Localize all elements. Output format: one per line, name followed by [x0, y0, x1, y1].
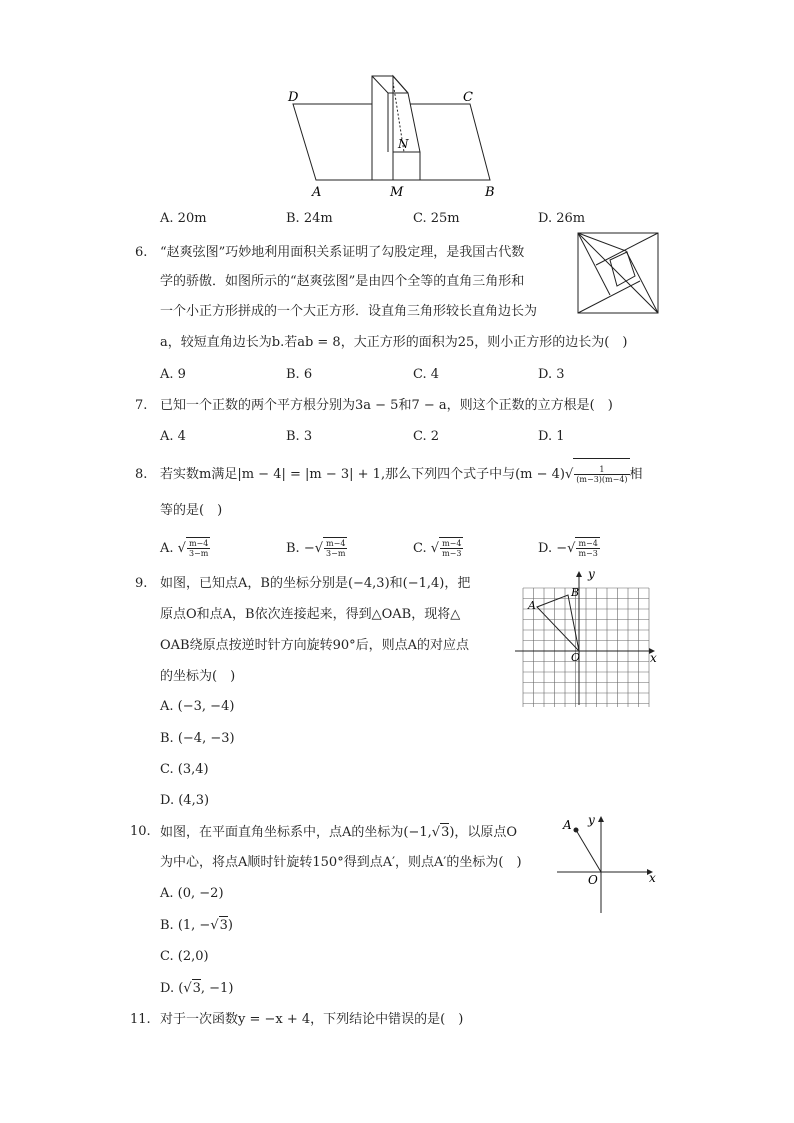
q8-root-expression: √ $\frac{1}{(m-3)(m-4)}$ — [565, 458, 630, 491]
fig9-label-O: O — [571, 651, 581, 664]
q6-line-1: “赵爽弦图”巧妙地利用面积关系证明了勾股定理，是我国古代数 — [160, 245, 525, 260]
fig10-label-y: y — [588, 813, 595, 827]
q7-text: 已知一个正数的两个平方根分别为3a − 5和7 − a，则这个正数的立方根是( ) — [160, 398, 613, 413]
q8-number: 8. — [135, 467, 148, 482]
q10-option-d: D. (√3, −1) — [160, 981, 234, 996]
fig9-label-x: x — [650, 651, 657, 665]
q8-text-a: 若实数m满足|m − 4| = |m − 3| + 1,那么下列四个式子中与(m − 4) — [160, 467, 565, 482]
triangle-OAB — [537, 595, 579, 651]
fig9-label-y: y — [588, 567, 595, 581]
q6-option-b: B. 6 — [286, 367, 313, 382]
q10-option-c: C. (2,0) — [160, 949, 209, 964]
q6-option-a: A. 9 — [160, 367, 186, 382]
q8-option-a: A. √ $\frac{m-4}{3-m}$ — [160, 539, 209, 558]
fig9-label-B: B — [571, 586, 580, 599]
q8-option-d: D. −√ $\frac{m-4}{m-3}$ — [538, 539, 598, 558]
q7-option-a: A. 4 — [160, 429, 186, 444]
q6-option-c: C. 4 — [413, 367, 440, 382]
fig10-label-A: A — [563, 818, 572, 832]
q6-option-d: D. 3 — [538, 367, 565, 382]
q8-root-den: (m−3)(m−4) — [576, 475, 628, 484]
label-B: B — [485, 185, 495, 200]
q10-option-a: A. (0, −2) — [160, 886, 224, 901]
q9-option-a: A. (−3, −4) — [160, 699, 235, 714]
q7-option-b: B. 3 — [286, 429, 313, 444]
q8-option-b: B. −√ $\frac{m-4}{3-m}$ — [286, 539, 346, 558]
fig10-label-x: x — [649, 871, 656, 885]
q6-line-4: a，较短直角边长为b.若ab = 8，大正方形的面积为25，则小正方形的边长为( ) — [160, 335, 628, 350]
q9-option-d: D. (4,3) — [160, 793, 210, 808]
q8-text-b: 相 — [629, 467, 643, 482]
label-D: D — [288, 90, 299, 105]
label-N: N — [398, 137, 409, 151]
fig10-label-O: O — [588, 873, 598, 887]
q9-line-1: 如图，已知点A，B的坐标分别是(−4,3)和(−1,4)，把 — [160, 576, 471, 591]
q8-root-num: 1 — [574, 465, 629, 475]
y-axis-arrow — [576, 571, 582, 577]
box-front — [372, 76, 393, 180]
q11-text: 对于一次函数y = −x + 4，下列结论中错误的是( ) — [160, 1012, 464, 1027]
q9-line-4: 的坐标为( ) — [160, 669, 236, 684]
figure-q10-axes — [555, 810, 665, 915]
q9-line-2: 原点O和点A，B依次连接起来，得到△OAB，现将△ — [160, 607, 461, 622]
q9-option-b: B. (−4, −3) — [160, 731, 235, 746]
q5-option-a: A. 20m — [160, 211, 207, 226]
q9-option-c: C. (3,4) — [160, 762, 209, 777]
q10-number: 10. — [130, 824, 151, 839]
q5-option-b: B. 24m — [286, 211, 333, 226]
q5-option-d: D. 26m — [538, 211, 586, 226]
q6-line-2: 学的骄傲．如图所示的“赵爽弦图”是由四个全等的直角三角形和 — [160, 274, 525, 289]
q9-number: 9. — [135, 576, 148, 591]
label-A: A — [312, 185, 322, 200]
q10-option-b: B. (1, −√3) — [160, 918, 233, 933]
q8-line-2: 等的是( ) — [160, 503, 223, 518]
grid-lines — [523, 588, 649, 707]
q6-line-3: 一个小正方形拼成的一个大正方形．设直角三角形较长直角边长为 — [160, 304, 538, 319]
q11-number: 11. — [130, 1012, 151, 1027]
q10-line-1: 如图，在平面直角坐标系中，点A的坐标为(−1,√3)，以原点O — [160, 825, 518, 840]
label-C: C — [463, 90, 473, 105]
figure-zhao-shuang-xian-tu — [577, 232, 659, 314]
point-A — [574, 828, 579, 833]
q10-line-2: 为中心，将点A顺时针旋转150°得到点A′，则点A′的坐标为( ) — [160, 855, 522, 870]
q8-line-1 — [160, 458, 643, 491]
figure-q9-grid — [515, 565, 665, 707]
q7-number: 7. — [135, 398, 148, 413]
q8-option-c: C. √ $\frac{m-4}{m-3}$ — [413, 539, 462, 558]
q7-option-c: C. 2 — [413, 429, 440, 444]
label-M: M — [390, 185, 404, 200]
segment-OA — [576, 830, 601, 872]
q6-number: 6. — [135, 245, 148, 260]
q9-line-3: OAB绕原点按逆时针方向旋转90°后，则点A的对应点 — [160, 638, 470, 653]
y-axis-arrow — [598, 816, 604, 822]
q5-option-c: C. 25m — [413, 211, 460, 226]
figure-q5-parallelogram — [280, 68, 510, 203]
fig9-label-A: A — [528, 599, 536, 612]
q7-option-d: D. 1 — [538, 429, 565, 444]
